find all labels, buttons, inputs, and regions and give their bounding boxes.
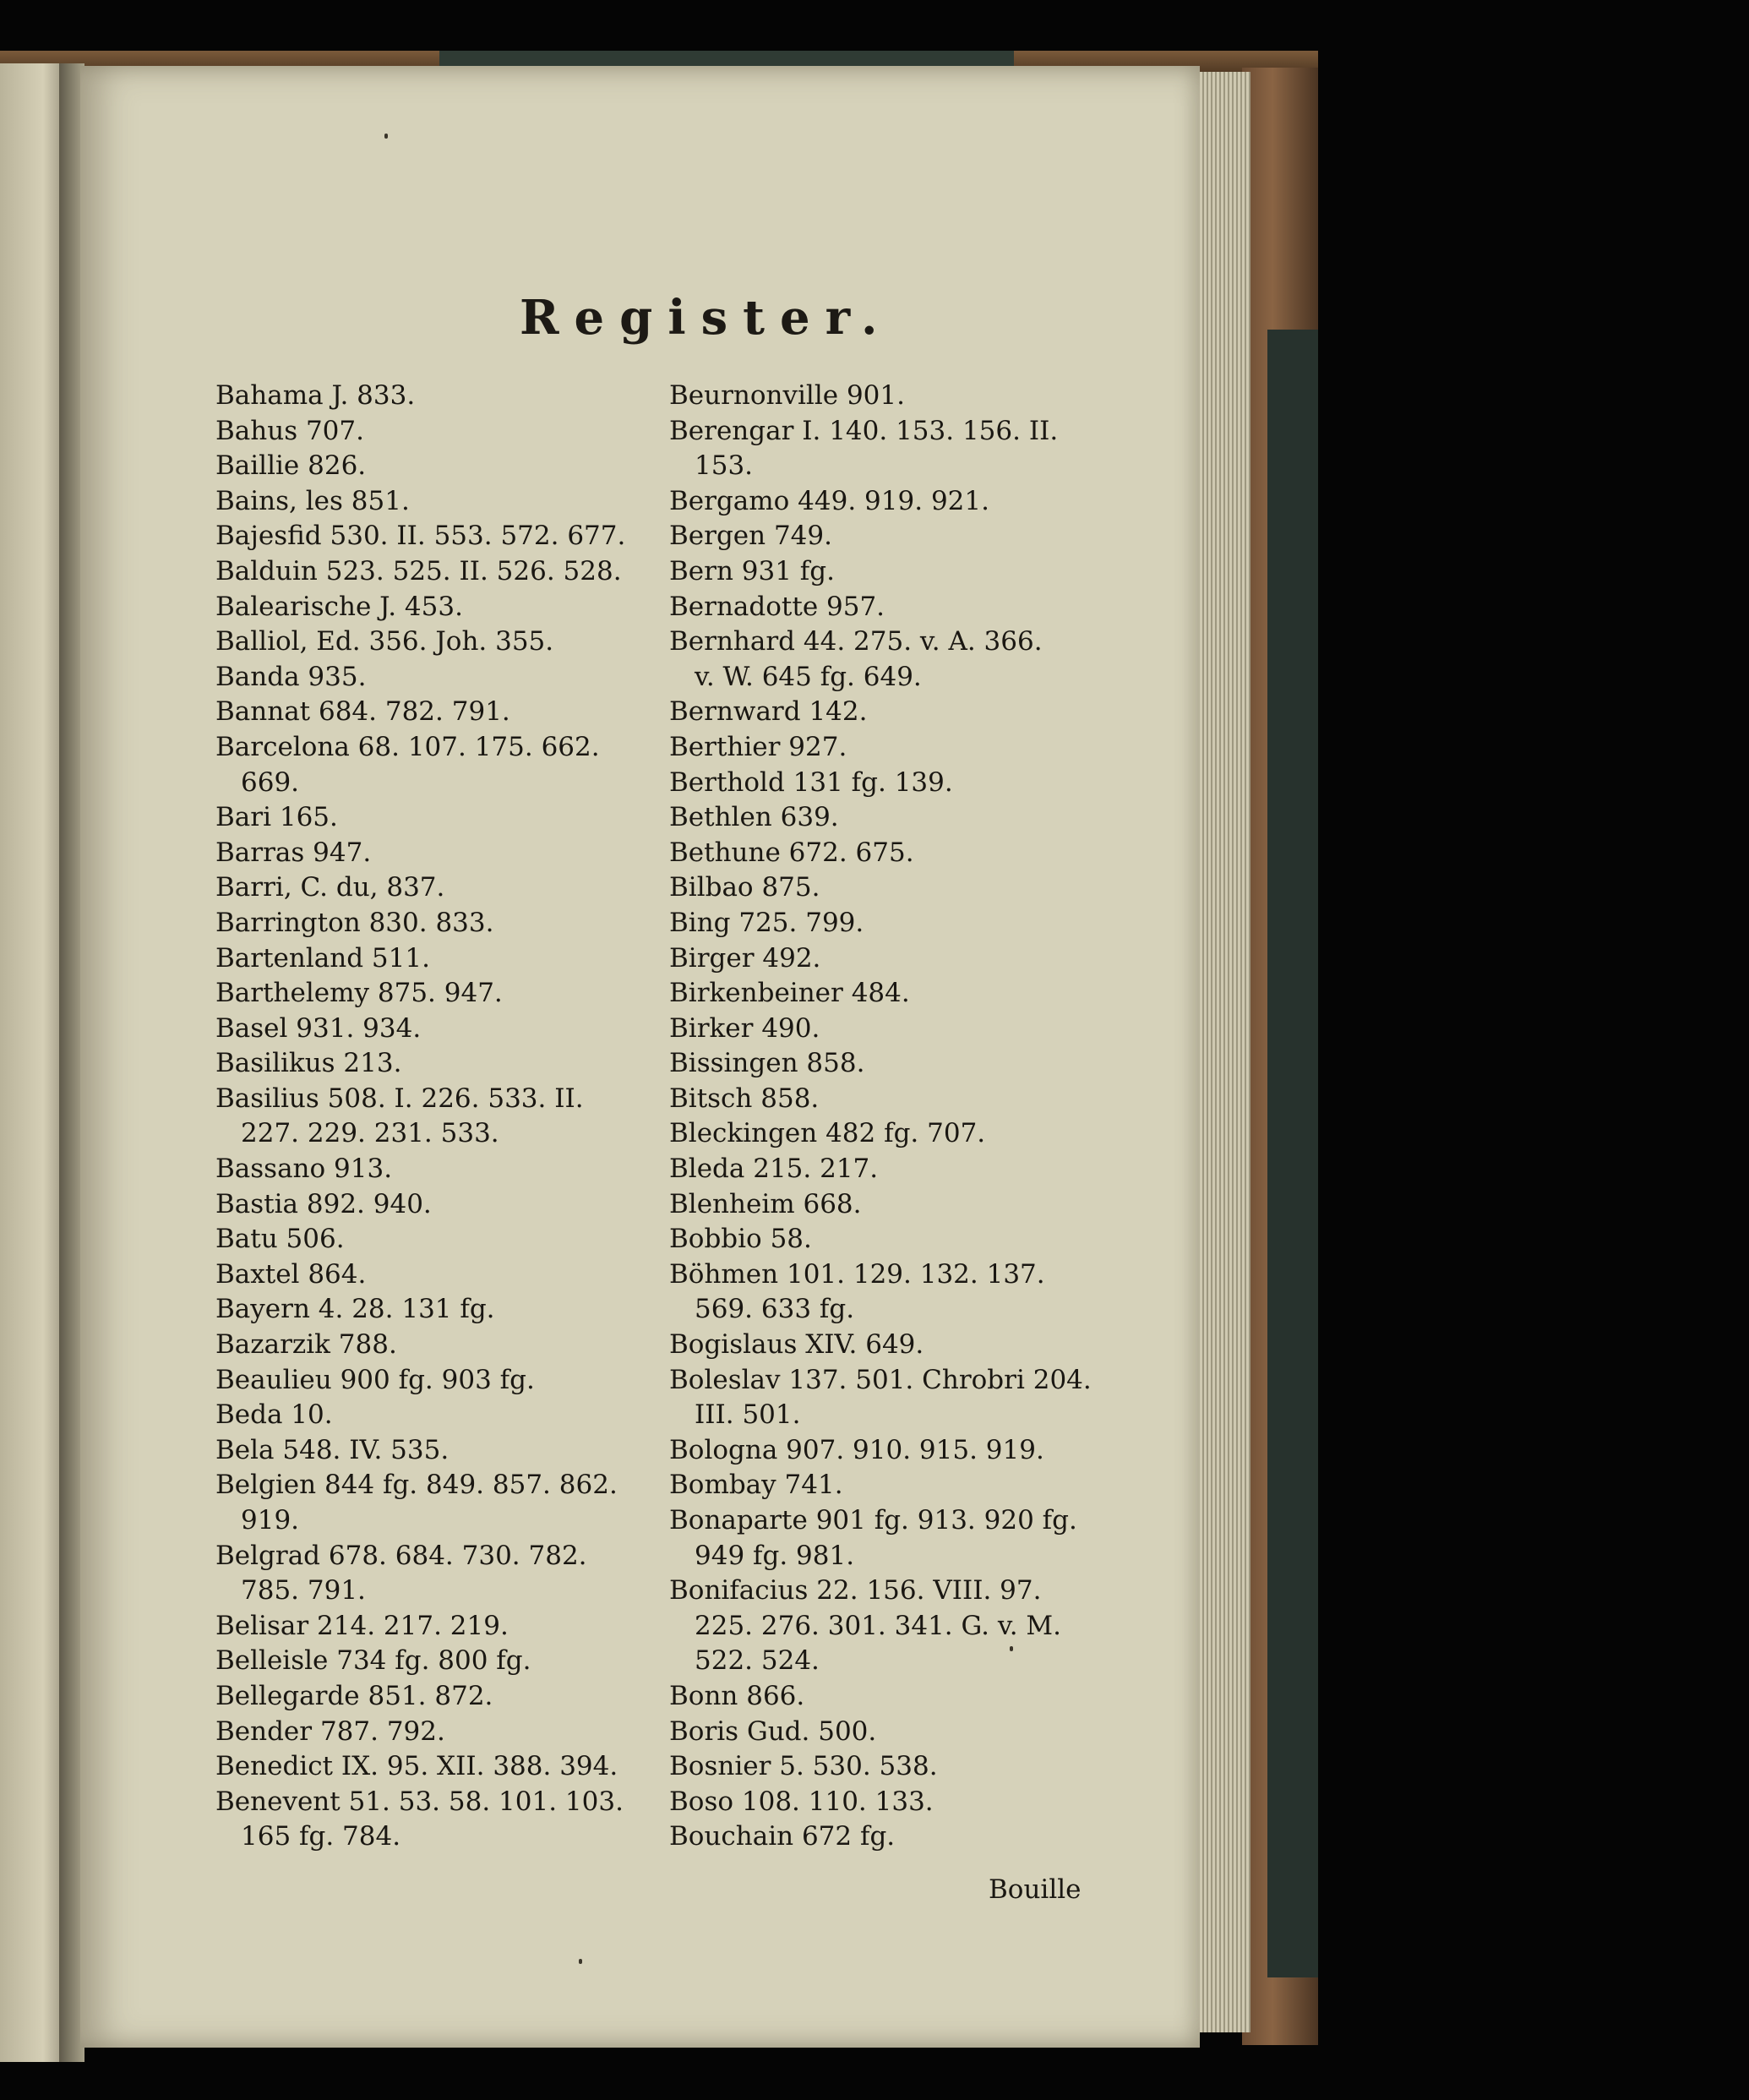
index-entry: Birger 492. <box>669 942 821 974</box>
index-entry: Bouchain 672 fg. <box>669 1821 896 1852</box>
index-entry: Balduin 523. 525. II. 526. 528. <box>215 555 622 586</box>
index-entry: Baxtel 864. <box>215 1258 367 1290</box>
index-entry: Batu 506. <box>215 1224 345 1255</box>
index-entry: Balliol, Ed. 356. Joh. 355. <box>215 626 554 657</box>
index-entry-continuation: 227. 229. 231. 533. <box>241 1118 499 1149</box>
index-entry: Bombay 741. <box>669 1470 843 1501</box>
index-entry: Belgrad 678. 684. 730. 782. <box>215 1540 587 1571</box>
index-entry: Böhmen 101. 129. 132. 137. <box>669 1258 1045 1290</box>
index-entry: Bleda 215. 217. <box>669 1154 879 1185</box>
index-entry: Bologna 907. 910. 915. 919. <box>669 1434 1044 1465</box>
index-entry: Bahus 707. <box>215 415 364 446</box>
index-entry: Bassano 913. <box>215 1154 393 1185</box>
index-entry: Berengar I. 140. 153. 156. II. <box>669 415 1059 446</box>
index-entry-continuation: 522. 524. <box>695 1645 820 1677</box>
index-entry: Balearische J. 453. <box>215 591 463 622</box>
index-entry: Bernadotte 957. <box>669 591 885 622</box>
index-entry: Basilikus 213. <box>215 1048 402 1079</box>
index-entry: Bela 548. IV. 535. <box>215 1434 450 1465</box>
index-entry: Barri, C. du, 837. <box>215 872 445 903</box>
book-page <box>80 66 1200 2048</box>
index-entry: Benedict IX. 95. XII. 388. 394. <box>215 1751 618 1782</box>
index-entry: Bleckingen 482 fg. 707. <box>669 1118 986 1149</box>
index-entry: Boso 108. 110. 133. <box>669 1786 934 1817</box>
index-column-right <box>669 379 1109 1855</box>
index-entry: Barrington 830. 833. <box>215 907 494 938</box>
index-entry: Boris Gud. 500. <box>669 1715 877 1747</box>
index-entry: Bernhard 44. 275. v. A. 366. <box>669 626 1043 657</box>
index-entry-continuation: 225. 276. 301. 341. G. v. M. <box>695 1610 1062 1641</box>
index-entry: Blenheim 668. <box>669 1188 862 1219</box>
index-entry: Beaulieu 900 fg. 903 fg. <box>215 1364 535 1395</box>
paper-speck <box>384 134 388 139</box>
index-entry: Bannat 684. 782. 791. <box>215 696 510 728</box>
index-entry: Bahama J. 833. <box>215 380 416 411</box>
index-entry: Barthelemy 875. 947. <box>215 978 503 1009</box>
index-entry: Barras 947. <box>215 837 372 868</box>
index-entry: Bethune 672. 675. <box>669 837 914 868</box>
index-entry: Bosnier 5. 530. 538. <box>669 1751 938 1782</box>
index-entry: Bellegarde 851. 872. <box>215 1680 493 1711</box>
index-entry-continuation: 949 fg. 981. <box>695 1540 855 1571</box>
index-entry: Bender 787. 792. <box>215 1715 445 1747</box>
index-entry: Bains, les 851. <box>215 485 410 516</box>
index-entry: Bilbao 875. <box>669 872 820 903</box>
index-entry: Bogislaus XIV. 649. <box>669 1329 924 1361</box>
index-entry-continuation: 919. <box>241 1505 300 1535</box>
page-title: Register. <box>520 290 893 346</box>
index-entry: Bonifacius 22. 156. VIII. 97. <box>669 1575 1042 1606</box>
index-entry: Bing 725. 799. <box>669 907 864 938</box>
index-entry: Beda 10. <box>215 1399 333 1431</box>
index-entry: Bari 165. <box>215 802 338 833</box>
index-entry: Belgien 844 fg. 849. 857. 862. <box>215 1470 618 1501</box>
index-entry-continuation: 165 fg. 784. <box>241 1821 401 1852</box>
index-entry: Birker 490. <box>669 1012 820 1044</box>
index-entry: Birkenbeiner 484. <box>669 978 910 1009</box>
index-entry-continuation: 569. 633 fg. <box>695 1294 855 1325</box>
index-entry: Bobbio 58. <box>669 1224 812 1255</box>
index-entry: Bajesfid 530. II. 553. 572. 677. <box>215 521 626 552</box>
index-entry: Bitsch 858. <box>669 1083 820 1114</box>
index-entry: Bazarzik 788. <box>215 1329 397 1361</box>
index-entry: Berthold 131 fg. 139. <box>669 766 953 798</box>
index-entry: Boleslav 137. 501. Chrobri 204. <box>669 1364 1092 1395</box>
index-entry: Belleisle 734 fg. 800 fg. <box>215 1645 531 1677</box>
index-entry: Bergamo 449. 919. 921. <box>669 485 989 516</box>
index-entry: Barcelona 68. 107. 175. 662. <box>215 731 600 762</box>
index-column-left <box>215 379 663 1855</box>
paper-speck <box>1010 1646 1013 1651</box>
index-entry: Bern 931 fg. <box>669 555 835 586</box>
paper-speck <box>579 1959 582 1964</box>
index-entry: Bernward 142. <box>669 696 868 728</box>
index-entry: Bergen 749. <box>669 521 832 552</box>
index-entry: Bonn 866. <box>669 1680 805 1711</box>
index-entry-continuation: v. W. 645 fg. 649. <box>695 661 922 692</box>
index-entry-continuation: III. 501. <box>695 1399 801 1431</box>
index-entry: Bethlen 639. <box>669 802 839 833</box>
index-entry: Bonaparte 901 fg. 913. 920 fg. <box>669 1505 1077 1535</box>
index-entry: Basel 931. 934. <box>215 1012 422 1044</box>
book-cover-band <box>1267 330 1318 1977</box>
catchword: Bouille <box>989 1874 1082 1905</box>
index-entry-continuation: 785. 791. <box>241 1575 366 1606</box>
index-entry: Benevent 51. 53. 58. 101. 103. <box>215 1786 624 1817</box>
index-entry: Bastia 892. 940. <box>215 1188 432 1219</box>
index-entry: Banda 935. <box>215 661 367 692</box>
index-entry: Baillie 826. <box>215 450 367 482</box>
index-entry-continuation: 669. <box>241 766 300 798</box>
index-entry: Basilius 508. I. 226. 533. II. <box>215 1083 584 1114</box>
index-entry: Belisar 214. 217. 219. <box>215 1610 509 1641</box>
page-edges <box>1191 72 1250 2032</box>
index-entry-continuation: 153. <box>695 450 754 482</box>
index-entry: Beurnonville 901. <box>669 380 905 411</box>
index-entry: Bartenland 511. <box>215 942 430 974</box>
index-entry: Bayern 4. 28. 131 fg. <box>215 1294 495 1325</box>
index-entry: Bissingen 858. <box>669 1048 865 1079</box>
index-entry: Berthier 927. <box>669 731 847 762</box>
